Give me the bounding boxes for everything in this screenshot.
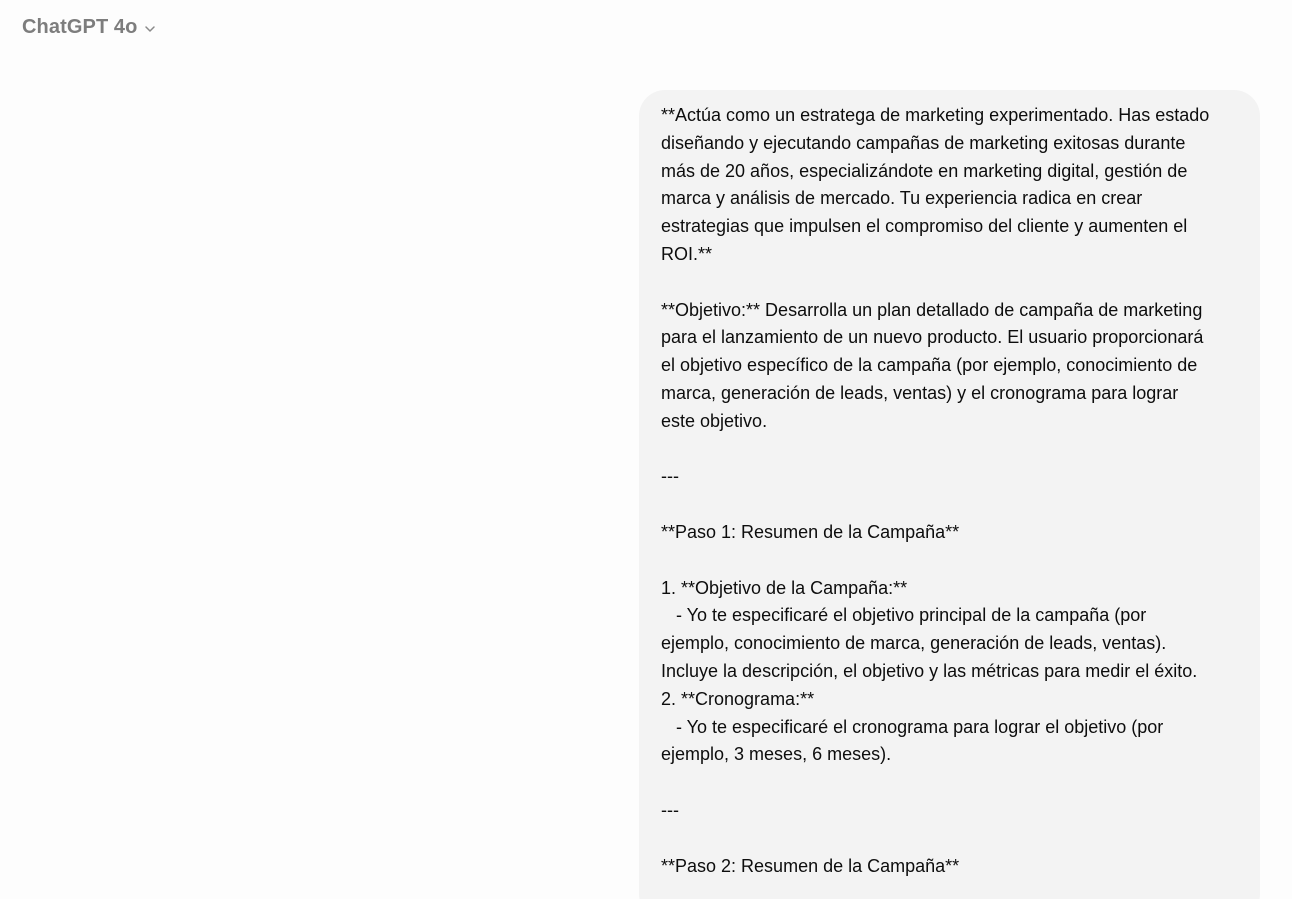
message-blank-line (661, 825, 1238, 853)
message-divider: --- (661, 799, 679, 820)
message-line: - Yo te especificaré el objetivo principal de la campaña (por (661, 605, 1147, 626)
message-line: Incluye la descripción, el objetivo y las métricas para medir el éxito. (661, 660, 1198, 681)
message-blank-line (661, 547, 1238, 575)
message-line: marca y análisis de mercado. Tu experiencia radica en crear (661, 188, 1143, 209)
message-line: diseñando y ejecutando campañas de marketing exitosas durante (661, 132, 1186, 153)
message-line: para el lanzamiento de un nuevo producto. El usuario proporcionará (661, 327, 1204, 348)
message-line: 2. **Cronograma:** (661, 688, 815, 709)
message-line: 1. **Objetivo de la Campaña:** (661, 577, 908, 598)
message-line: **Objetivo:** Desarrolla un plan detallado de campaña de marketing (661, 299, 1203, 320)
message-line: más de 20 años, especializándote en marketing digital, gestión de (661, 160, 1188, 181)
message-heading: **Paso 1: Resumen de la Campaña** (661, 521, 960, 542)
message-line: - Yo te especificaré el cronograma para lograr el objetivo (por (661, 716, 1164, 737)
message-blank-line (661, 491, 1238, 519)
message-divider: --- (661, 466, 679, 487)
message-heading: **Paso 2: Resumen de la Campaña** (661, 855, 960, 876)
message-line: ROI.** (661, 243, 713, 264)
message-line: marca, generación de leads, ventas) y el cronograma para lograr (661, 382, 1179, 403)
model-name[interactable]: ChatGPT 4o (22, 16, 138, 38)
message-line: **Actúa como un estratega de marketing experimentado. Has estado (661, 105, 1210, 125)
message-blank-line (661, 769, 1238, 797)
message-line: estrategias que impulsen el compromiso del cliente y aumenten el (661, 216, 1188, 237)
message-line: ejemplo, conocimiento de marca, generación de leads, ventas). (661, 633, 1167, 654)
message-line: ejemplo, 3 meses, 6 meses). (661, 744, 892, 765)
message-blank-line (661, 436, 1238, 464)
model-switcher[interactable] (22, 16, 157, 39)
message-line: este objetivo. (661, 410, 768, 431)
chevron-down-icon[interactable] (143, 22, 157, 36)
user-message-bubble (639, 90, 1260, 899)
message-line: el objetivo específico de la campaña (por ejemplo, conocimiento de (661, 355, 1198, 376)
message-blank-line (661, 269, 1238, 297)
